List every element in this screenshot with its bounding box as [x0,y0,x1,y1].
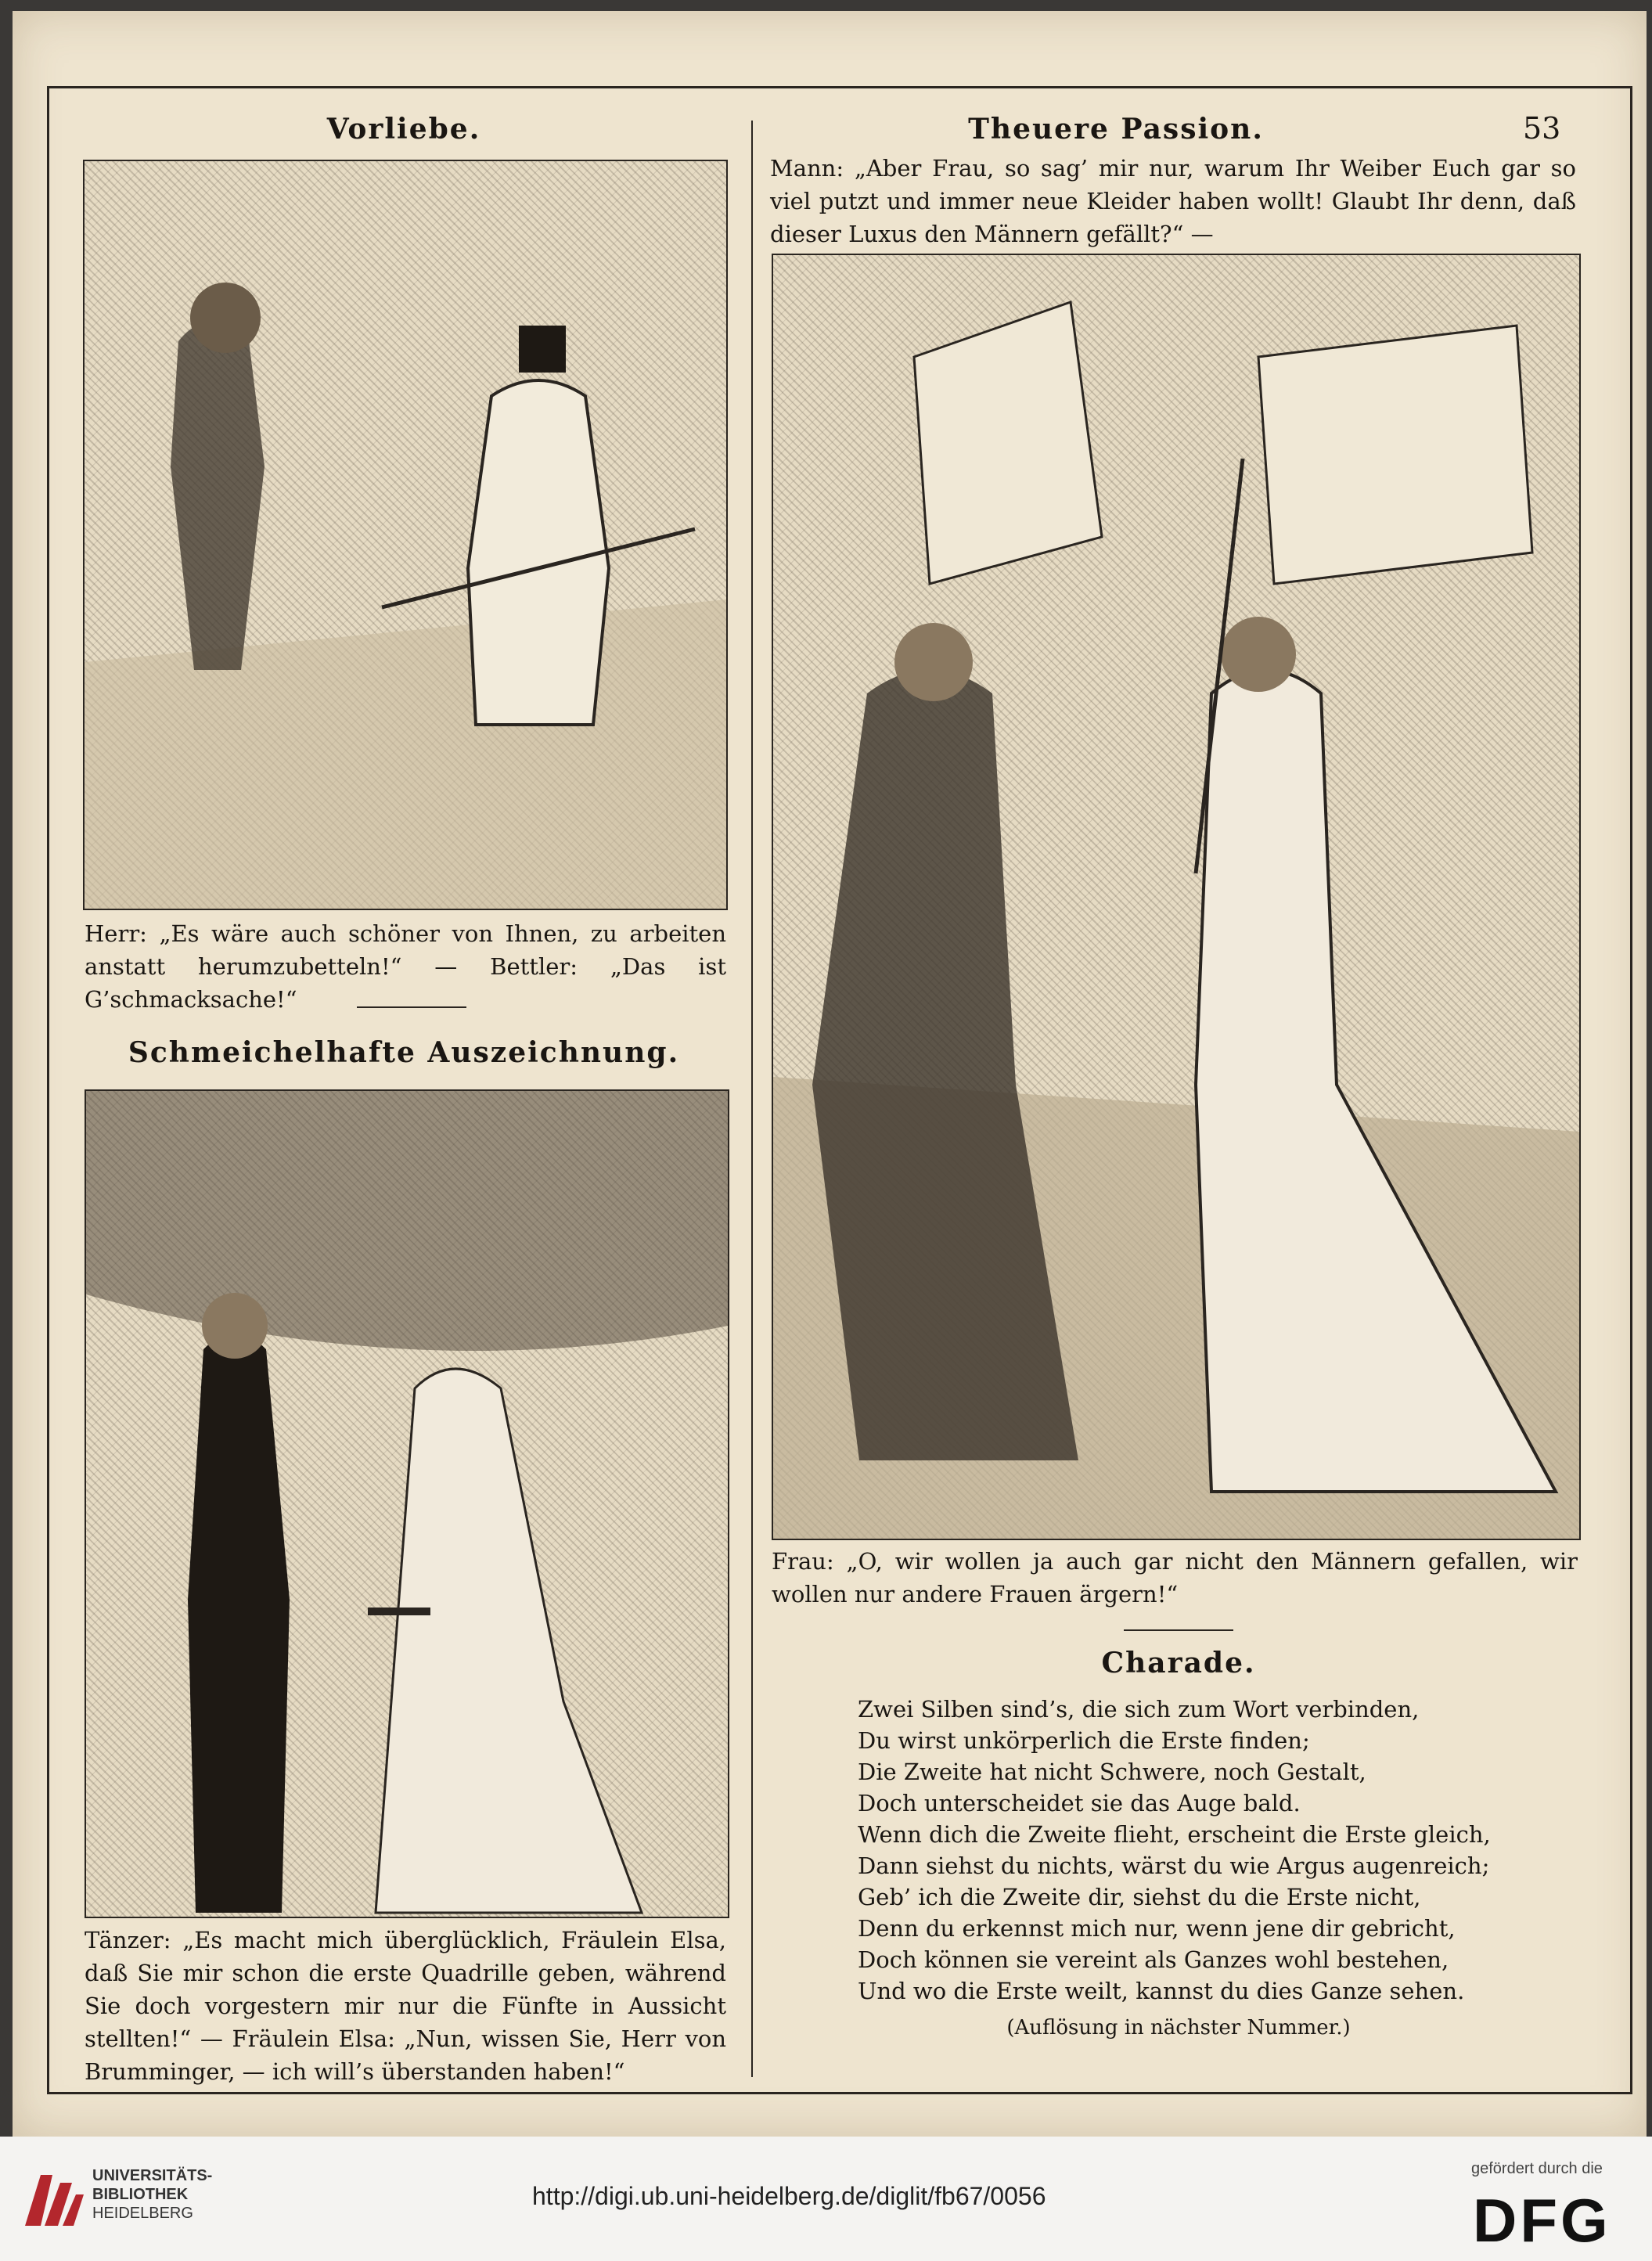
poem-line: Wenn dich die Zweite flieht, erscheint die Erste gleich, [858,1821,1491,1848]
cartoon2-caption: Tänzer: „Es macht mich überglücklich, Fräulein Elsa, daß Sie mir schon die erste Quadrille geben, während Sie doch vorgestern mir nur die Fünfte in Aussicht stellten!“ — Fräulein Elsa: „Nun, wissen Sie, Herr von Brumminger, — ich will’s überstanden haben!“ [85,1927,726,2085]
page-number: 53 [1523,111,1561,146]
institution-line3: HEIDELBERG [92,2205,193,2222]
poem-line: Du wirst unkörperlich die Erste finden; [858,1727,1310,1754]
dfg-logo[interactable]: DFG [1473,2186,1611,2255]
cartoon3-illustration [772,254,1581,1540]
poem-line: Doch unterscheidet sie das Auge bald. [858,1790,1301,1816]
institution-line2: BIBLIOTHEK [92,2186,189,2203]
poem-line: Geb’ ich die Zweite dir, siehst du die Erste nicht, [858,1884,1421,1910]
cartoon3-intro: Mann: „Aber Frau, so sag’ mir nur, warum Ihr Weiber Euch gar so viel putzt und immer neue Kleider haben wollt! Glaubt Ihr denn, daß dieser Luxus den Männern gefällt?“ — [770,155,1576,247]
poem-line: Doch können sie vereint als Ganzes wohl bestehen, [858,1946,1449,1973]
cartoon1-illustration [83,160,728,910]
cartoon2-illustration [85,1089,729,1918]
column-divider [751,121,753,2077]
charade-poem [858,1694,1562,2007]
cartoon3-caption: Frau: „O, wir wollen ja auch gar nicht den Männern gefallen, wir wollen nur andere Frauen ärgern!“ [772,1548,1578,1608]
separator-rule-2 [1124,1629,1233,1631]
cartoon1-title: Vorliebe. [326,113,481,146]
institution-line1: UNIVERSITÄTS- [92,2167,213,2184]
university-logo-icon[interactable] [17,2163,88,2234]
scanned-page [13,11,1647,2137]
poem-line: Und wo die Erste weilt, kannst du dies Ganze sehen. [858,1978,1465,2004]
cartoon3-title: Theuere Passion. [968,113,1264,146]
funding-label: gefördert durch die [1471,2160,1603,2177]
viewer-footer [0,2137,1652,2261]
permalink-url[interactable]: http://digi.ub.uni-heidelberg.de/diglit/fb67/0056 [532,2182,1046,2210]
charade-note: (Auflösung in nächster Nummer.) [1006,2016,1351,2040]
cartoon1-caption: Herr: „Es wäre auch schöner von Ihnen, zu arbeiten anstatt herumzubetteln!“ — Bettler: „Das ist G’schmacksache!“ [85,920,726,1013]
poem-line: Dann siehst du nichts, wärst du wie Argus augenreich; [858,1852,1490,1879]
charade-title: Charade. [1101,1647,1256,1680]
poem-line: Die Zweite hat nicht Schwere, noch Gestalt, [858,1759,1366,1785]
poem-line: Denn du erkennst mich nur, wenn jene dir gebricht, [858,1915,1456,1942]
separator-rule-1 [357,1006,466,1008]
university-name [92,2166,212,2223]
poem-line: Zwei Silben sind’s, die sich zum Wort verbinden, [858,1696,1420,1723]
cartoon2-title: Schmeichelhafte Auszeichnung. [128,1036,680,1069]
